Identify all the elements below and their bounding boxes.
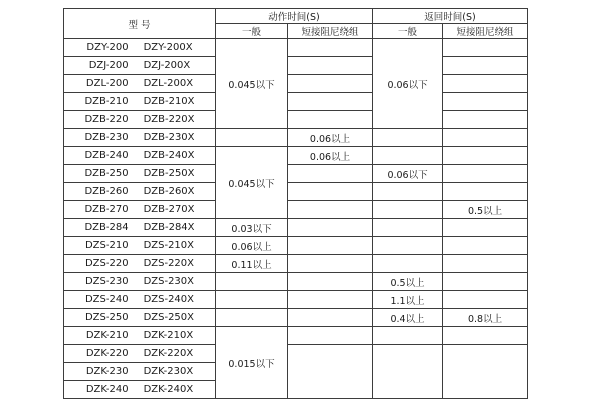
model-name-x: DZB-284X: [143, 222, 195, 233]
cell-action-shorted-damping: [288, 273, 373, 291]
cell-return-shorted-damping: [443, 165, 528, 183]
table-row: [64, 39, 528, 57]
cell-action-general: 0.03以下: [216, 219, 288, 237]
cell-action-general: 0.045以下: [216, 147, 288, 219]
model-pair: [64, 312, 215, 323]
cell-return-shorted-damping: [443, 237, 528, 255]
cell-action-shorted-damping: [288, 93, 373, 111]
header-return-time: 返回时间(S): [373, 9, 528, 24]
table-row: [64, 255, 528, 273]
cell-action-shorted-damping: [288, 309, 373, 327]
model-pair: [64, 150, 215, 161]
cell-return-shorted-damping: [443, 111, 528, 129]
model-name: DZS-210: [84, 240, 129, 251]
cell-model: [64, 201, 216, 219]
cell-return-general: [373, 255, 443, 273]
cell-return-shorted-damping: [443, 183, 528, 201]
table-row: [64, 291, 528, 309]
model-name-x: DZB-210X: [143, 96, 195, 107]
spec-table: [63, 8, 528, 399]
model-name-x: DZK-210X: [143, 330, 194, 341]
model-name-x: DZB-240X: [143, 150, 195, 161]
cell-return-general: [373, 129, 443, 147]
cell-action-shorted-damping: [288, 165, 373, 183]
cell-model: [64, 255, 216, 273]
table-row: [64, 327, 528, 345]
cell-action-shorted-damping: [288, 201, 373, 219]
table-row: [64, 129, 528, 147]
header-action-time: 动作时间(S): [216, 9, 373, 24]
cell-return-shorted-damping: [443, 345, 528, 399]
model-pair: [64, 258, 215, 269]
cell-return-shorted-damping: [443, 291, 528, 309]
model-name-x: DZB-250X: [143, 168, 195, 179]
cell-action-shorted-damping: [288, 345, 373, 399]
model-pair: [64, 222, 215, 233]
model-pair: [64, 366, 215, 377]
header-row-groups: [64, 9, 528, 24]
model-name: DZJ-200: [88, 60, 129, 71]
cell-action-shorted-damping: [288, 75, 373, 93]
cell-return-general: 1.1以上: [373, 291, 443, 309]
cell-return-general: 0.4以上: [373, 309, 443, 327]
model-name: DZK-240: [85, 384, 129, 395]
cell-action-general: [216, 309, 288, 327]
cell-model: [64, 39, 216, 57]
cell-return-shorted-damping: [443, 273, 528, 291]
cell-return-shorted-damping: [443, 39, 528, 57]
model-name: DZB-250: [84, 168, 129, 179]
model-name-x: DZB-220X: [143, 114, 195, 125]
model-name-x: DZJ-200X: [143, 60, 191, 71]
table-row: [64, 237, 528, 255]
cell-model: [64, 237, 216, 255]
cell-action-general: 0.06以上: [216, 237, 288, 255]
cell-return-general: [373, 237, 443, 255]
cell-return-general: [373, 183, 443, 201]
table-row: [64, 201, 528, 219]
model-name: DZB-220: [84, 114, 129, 125]
model-name-x: DZL-200X: [143, 78, 194, 89]
cell-return-general: 0.5以上: [373, 273, 443, 291]
table-row: [64, 219, 528, 237]
cell-return-shorted-damping: [443, 93, 528, 111]
cell-action-shorted-damping: [288, 219, 373, 237]
model-name-x: DZB-270X: [143, 204, 195, 215]
cell-action-shorted-damping: 0.06以上: [288, 147, 373, 165]
cell-model: [64, 93, 216, 111]
cell-return-shorted-damping: [443, 255, 528, 273]
cell-model: [64, 75, 216, 93]
cell-model: [64, 147, 216, 165]
cell-return-shorted-damping: 0.5以上: [443, 201, 528, 219]
model-name: DZL-200: [85, 78, 129, 89]
cell-return-general: [373, 201, 443, 219]
model-pair: [64, 132, 215, 143]
model-name-x: DZB-260X: [143, 186, 195, 197]
table-row: [64, 75, 528, 93]
model-name: DZB-260: [84, 186, 129, 197]
spec-table-container: [63, 8, 528, 399]
table-row: [64, 183, 528, 201]
header-return-general: 一般: [373, 24, 443, 39]
model-name: DZS-230: [84, 276, 129, 287]
model-name-x: DZS-250X: [143, 312, 195, 323]
cell-return-general: [373, 219, 443, 237]
model-pair: [64, 330, 215, 341]
table-row: [64, 111, 528, 129]
cell-action-shorted-damping: [288, 291, 373, 309]
model-name: DZB-240: [84, 150, 129, 161]
model-name-x: DZK-230X: [143, 366, 194, 377]
cell-model: [64, 309, 216, 327]
cell-model: [64, 219, 216, 237]
cell-return-general: [373, 345, 443, 399]
cell-return-shorted-damping: [443, 327, 528, 345]
table-row: [64, 165, 528, 183]
cell-return-general: [373, 327, 443, 345]
cell-return-general: 0.06以下: [373, 165, 443, 183]
cell-action-shorted-damping: [288, 237, 373, 255]
model-name: DZK-210: [85, 330, 129, 341]
model-pair: [64, 186, 215, 197]
model-name-x: DZS-220X: [143, 258, 195, 269]
model-pair: [64, 294, 215, 305]
model-name-x: DZY-200X: [143, 42, 193, 53]
model-pair: [64, 60, 215, 71]
cell-return-general: [373, 147, 443, 165]
cell-model: [64, 291, 216, 309]
model-pair: [64, 96, 215, 107]
cell-action-shorted-damping: 0.06以上: [288, 129, 373, 147]
cell-model: [64, 165, 216, 183]
cell-action-general: 0.045以下: [216, 39, 288, 129]
cell-action-shorted-damping: [288, 57, 373, 75]
table-row: [64, 273, 528, 291]
cell-action-general: [216, 273, 288, 291]
model-pair: [64, 204, 215, 215]
model-name: DZS-220: [84, 258, 129, 269]
table-header: [64, 9, 528, 39]
model-pair: [64, 276, 215, 287]
header-model: 型 号: [64, 9, 216, 39]
table-row: [64, 57, 528, 75]
model-name-x: DZB-230X: [143, 132, 195, 143]
model-name: DZY-200: [86, 42, 129, 53]
model-name: DZB-210: [84, 96, 129, 107]
header-action-shorted-damping: 短接阻尼绕组: [288, 24, 373, 39]
model-name-x: DZK-240X: [143, 384, 194, 395]
table-row: [64, 345, 528, 363]
cell-model: [64, 129, 216, 147]
table-row: [64, 309, 528, 327]
cell-action-general: 0.015以下: [216, 327, 288, 399]
cell-model: [64, 273, 216, 291]
cell-action-general: [216, 129, 288, 147]
model-pair: [64, 42, 215, 53]
cell-action-shorted-damping: [288, 39, 373, 57]
cell-return-shorted-damping: [443, 147, 528, 165]
cell-action-general: [216, 291, 288, 309]
cell-model: [64, 381, 216, 399]
cell-action-shorted-damping: [288, 327, 373, 345]
model-pair: [64, 78, 215, 89]
cell-return-shorted-damping: [443, 57, 528, 75]
header-return-shorted-damping: 短接阻尼绕组: [443, 24, 528, 39]
model-pair: [64, 384, 215, 395]
model-name: DZS-250: [84, 312, 129, 323]
cell-model: [64, 183, 216, 201]
model-pair: [64, 168, 215, 179]
table-row: [64, 147, 528, 165]
model-name: DZB-284: [84, 222, 129, 233]
model-name-x: DZS-230X: [143, 276, 195, 287]
table-row: [64, 93, 528, 111]
cell-return-shorted-damping: 0.8以上: [443, 309, 528, 327]
model-pair: [64, 348, 215, 359]
cell-action-shorted-damping: [288, 255, 373, 273]
cell-model: [64, 57, 216, 75]
model-pair: [64, 114, 215, 125]
model-name: DZK-220: [85, 348, 129, 359]
cell-model: [64, 345, 216, 363]
cell-model: [64, 327, 216, 345]
cell-action-shorted-damping: [288, 183, 373, 201]
model-name: DZB-270: [84, 204, 129, 215]
model-name-x: DZS-210X: [143, 240, 195, 251]
cell-model: [64, 111, 216, 129]
model-name: DZB-230: [84, 132, 129, 143]
cell-return-shorted-damping: [443, 75, 528, 93]
model-name-x: DZK-220X: [143, 348, 194, 359]
spec-table-body: [64, 39, 528, 399]
model-name: DZS-240: [84, 294, 129, 305]
cell-action-shorted-damping: [288, 111, 373, 129]
cell-return-general: 0.06以下: [373, 39, 443, 129]
model-name-x: DZS-240X: [143, 294, 195, 305]
cell-return-shorted-damping: [443, 129, 528, 147]
header-action-general: 一般: [216, 24, 288, 39]
cell-return-shorted-damping: [443, 219, 528, 237]
model-name: DZK-230: [85, 366, 129, 377]
cell-action-general: 0.11以上: [216, 255, 288, 273]
cell-model: [64, 363, 216, 381]
model-pair: [64, 240, 215, 251]
